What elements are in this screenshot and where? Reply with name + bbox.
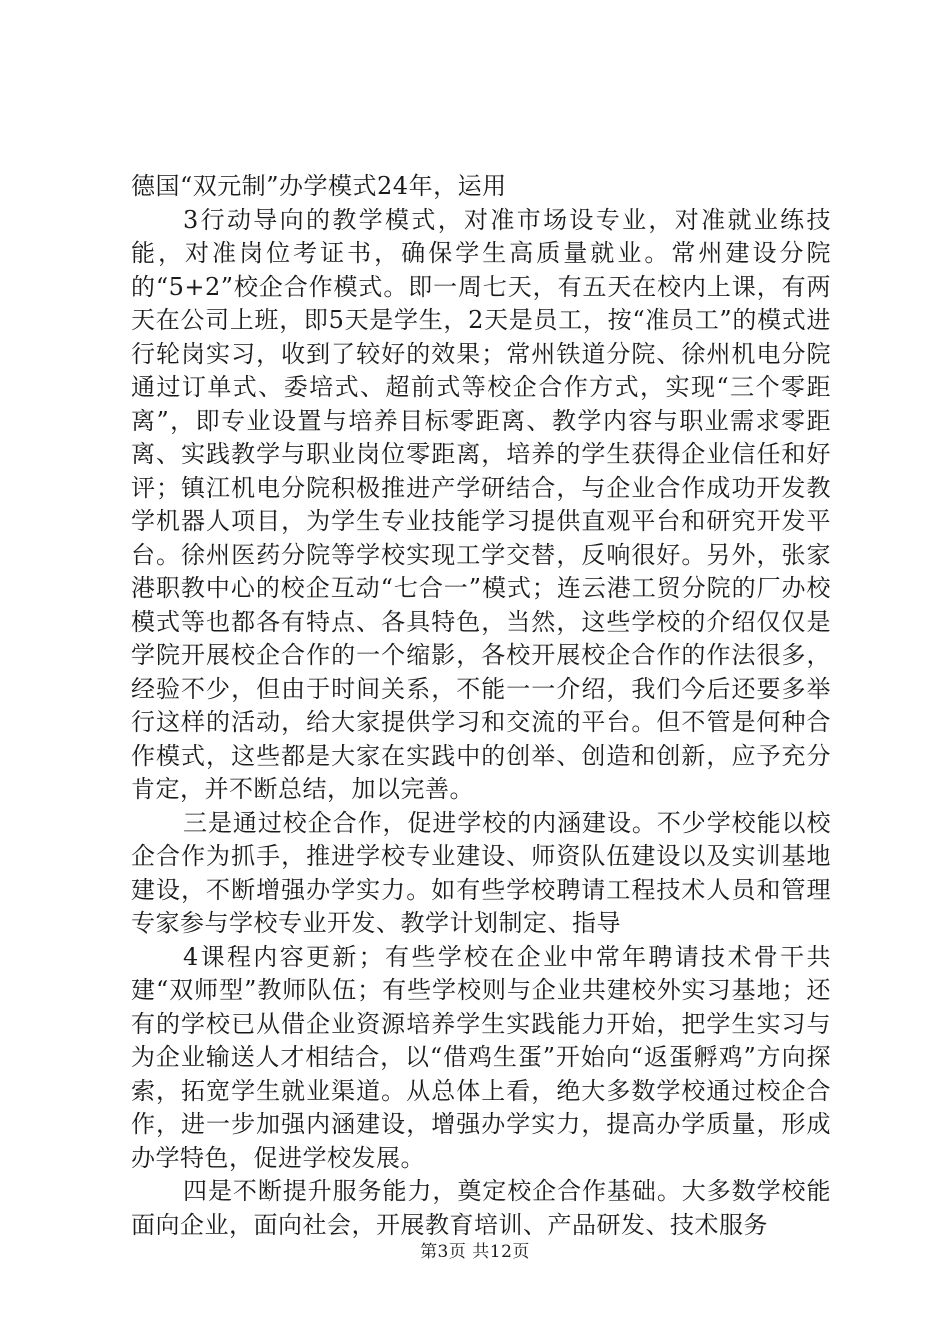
page-number-footer: 第3页 共12页 — [420, 1242, 530, 1262]
paragraph-3: 三是通过校企合作，促进学校的内涵建设。不少学校能以校企合作为抓手，推进学校专业建设、师资队伍建设以及实训基地建设，不断增强办学实力。如有些学校聘请工程技术人员和管理专家参与学校专业开发、教学计划制定、指导 — [131, 808, 831, 937]
paragraph-2: 3行动导向的教学模式，对准市场设专业，对准就业练技能，对准岗位考证书，确保学生高质量就业。常州建设分院的“5+2”校企合作模式。即一周七天，有五天在校内上课，有两天在公司上班，即5天是学生，2天是员工，按“准员工”的模式进行轮岗实习，收到了较好的效果；常州铁道分院、徐州机电分院通过订单式、委培式、超前式等校企合作方式，实现“三个零距离”，即专业设置与培养目标零距离、教学内容与职业需求零距离、实践教学与职业岗位零距离，培养的学生获得企业信任和好评；镇江机电分院积极推进产学研结合，与企业合作成功开发教学机器人项目，为学生专业技能学习提供直观平台和研究开发平台。徐州医药分院等学校实现工学交替，反响很好。另外，张家港职教中心的校企互动“七合一”模式；连云港工贸分院的厂办校模式等也都各有特点、各具特色，当然，这些学校的介绍仅仅是学院开展校企合作的一个缩影，各校开展校企合作的作法很多，经验不少，但由于时间关系，不能一一介绍，我们今后还要多举行这样的活动，给大家提供学习和交流的平台。但不管是何种合作模式，这些都是大家在实践中的创举、创造和创新，应予充分肯定，并不断总结，加以完善。 — [131, 205, 831, 803]
paragraph-5: 四是不断提升服务能力，奠定校企合作基础。大多数学校能面向企业，面向社会，开展教育培训、产品研发、技术服务 — [131, 1177, 831, 1239]
body-text — [131, 170, 831, 1242]
paragraph-1: 德国“双元制”办学模式24年，运用 — [131, 172, 507, 200]
paragraph-4: 4课程内容更新；有些学校在企业中常年聘请技术骨干共建“双师型”教师队伍；有些学校则与企业共建校外实习基地；还有的学校已从借企业资源培养学生实践能力开始，把学生实习与为企业输送人才相结合，以“借鸡生蛋”开始向“返蛋孵鸡”方向探索，拓宽学生就业渠道。从总体上看，绝大多数学校通过校企合作，进一步加强内涵建设，增强办学实力，提高办学质量，形成办学特色，促进学校发展。 — [131, 942, 831, 1172]
